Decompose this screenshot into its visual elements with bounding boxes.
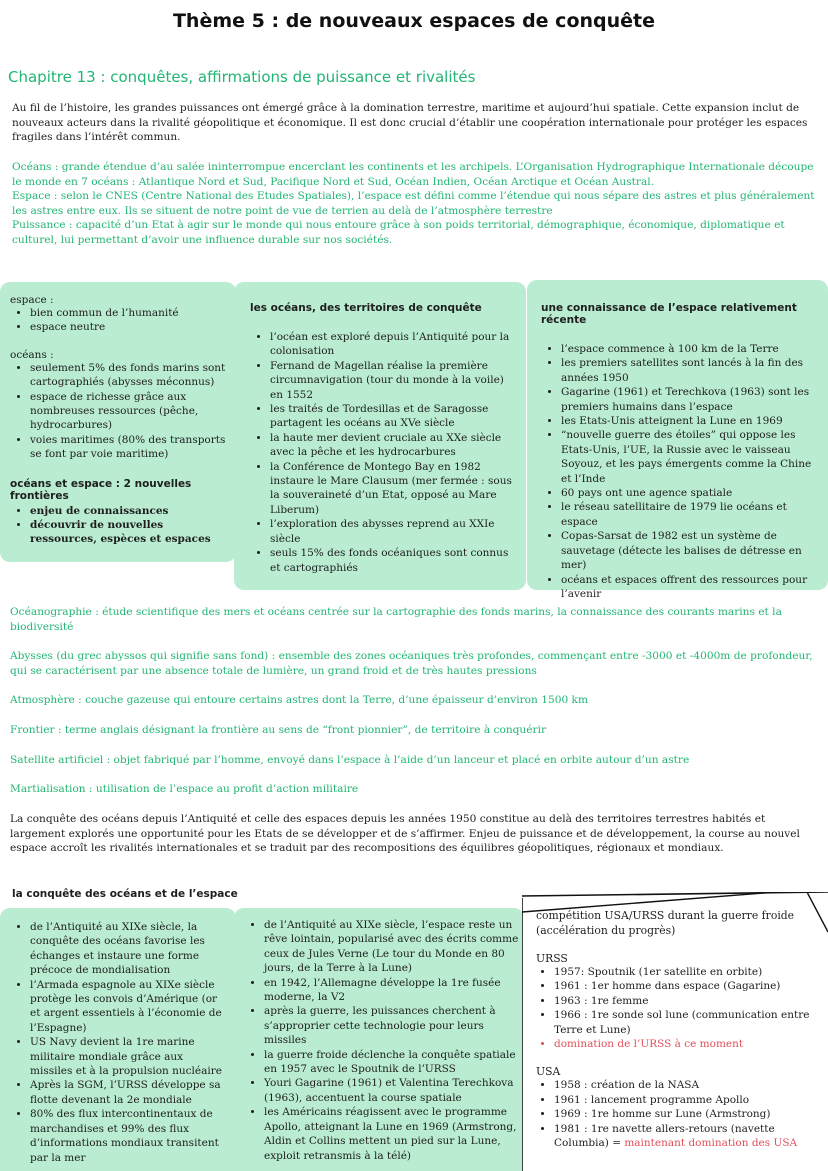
- definition-satellite: Satellite artificiel : objet fabriqué par l’homme, envoyé dans l’espace à l’aide d’un lanceur et placé en orbite autour d’un astre: [10, 753, 690, 766]
- espace-connaissance-heading: une connaissance de l’espace relativement récente: [541, 302, 797, 326]
- list-item: • 1958 : création de la NASA: [554, 1078, 820, 1092]
- list-item: • en 1942, l’Allemagne développe la 1re fusée moderne, la V2: [264, 976, 520, 1005]
- list-item: • 1961 : lancement programme Apollo: [554, 1093, 820, 1107]
- definitions-mid: [10, 605, 818, 797]
- list-item: • 1966 : 1re sonde sol lune (communication entre Terre et Lune): [554, 1008, 820, 1037]
- oceans-conquete-heading: les océans, des territoires de conquête: [250, 302, 482, 314]
- list-item: • les Américains réagissent avec le programme Apollo, atteignant la Lune en 1969 (Armstrong, Aldin et Collins mettent un pied sur la Lune, exploit retransmis à la télé): [264, 1105, 520, 1163]
- list-item: • l’exploration des abysses reprend au XXIe siècle: [270, 517, 514, 546]
- list-item: • Fernand de Magellan réalise la première circumnavigation (tour du monde à la voile) en 1552: [270, 359, 514, 402]
- urss-list: [536, 965, 820, 1051]
- list-item: • Après la SGM, l’URSS développe sa flotte devenant la 2e mondiale: [30, 1078, 228, 1107]
- list-item: • de l’Antiquité au XIXe siècle, l’espace reste un rêve lointain, popularisé avec des écrits comme ceux de Jules Verne (Le tour du Monde en 80 jours, de la Terre à la Lune): [264, 918, 520, 976]
- list-item: [554, 1122, 820, 1151]
- usa-domination: maintenant domination des USA: [624, 1137, 798, 1150]
- column-conquete-oceans: [0, 908, 236, 1171]
- column-espace-connaissance: [527, 280, 828, 600]
- section-heading: la conquête des océans et de l’espace: [12, 888, 238, 900]
- list-item: • bien commun de l’humanité: [30, 306, 226, 320]
- list-item: • après la guerre, les puissances cherchent à s’approprier cette technologie pour leurs missiles: [264, 1004, 520, 1047]
- oceans-conquete-list: [250, 330, 514, 575]
- list-item: • le réseau satellitaire de 1979 lie océans et espace: [561, 500, 820, 529]
- list-item: • Copas-Sarsat de 1982 est un système de sauvetage (détecte les balises de détresse en mer): [561, 529, 820, 572]
- list-item: • enjeu de connaissances: [30, 504, 226, 518]
- list-item: • seuls 15% des fonds océaniques sont connus et cartographiés: [270, 546, 514, 575]
- definition-oceans: Océans : grande étendue d’au salée ininterrompue encerclant les continents et les archipels. L’Organisation Hydrographique Internationale découpe le monde en 7 océans : Atlantique Nord et Sud, Pacifique Nord et Sud, Océan Indien, Océan Arctique et Océan Austral.: [12, 161, 814, 188]
- list-item: • l’océan est exploré depuis l’Antiquité pour la colonisation: [270, 330, 514, 359]
- list-item: • Youri Gagarine (1961) et Valentina Terechkova (1963), accentuent la course spatiale: [264, 1076, 520, 1105]
- definition-atmosphere: Atmosphère : couche gazeuse qui entoure certains astres dont la Terre, d’une épaisseur d’environ 1500 km: [10, 694, 589, 707]
- usa-heading: USA: [536, 1065, 561, 1079]
- definition-oceanographie: Océanographie : étude scientifique des mers et océans centrée sur la cartographie des fonds marins, la connaissance des courants marins et la biodiversité: [10, 606, 782, 633]
- list-item: • 80% des flux intercontinentaux de marchandises et 99% des flux d’informations mondiaux transitent par la mer: [30, 1107, 228, 1165]
- definition-martialisation: Martialisation : utilisation de l’espace au profit d’action militaire: [10, 783, 359, 796]
- definition-espace: Espace : selon le CNES (Centre National des Etudes Spatiales), l’espace est défini comme l’étendue qui nous sépare des astres et plus généralement les astres entre eux. Ils se situent de notre point de vue de terrien au delà de l’atmosphère terrestre: [12, 190, 815, 217]
- list-item: • découvrir de nouvelles ressources, espèces et espaces: [30, 518, 226, 547]
- list-item: • l’Armada espagnole au XIXe siècle protège les convois d’Amérique (or et argent essentiels à l’économie de l’Espagne): [30, 978, 228, 1036]
- list-item: • les premiers satellites sont lancés à la fin des années 1950: [561, 356, 820, 385]
- conquete-espace-list: [244, 918, 520, 1163]
- list-item: • 1961 : 1er homme dans espace (Gagarine): [554, 979, 820, 993]
- definition-puissance: Puissance : capacité d’un Etat à agir sur le monde qui nous entoure grâce à son poids territorial, démographique, économique, diplomatique et culturel, lui permettant d’avoir une influence durable sur nos sociétés.: [12, 219, 785, 246]
- list-item: • les Etats-Unis atteignent la Lune en 1969: [561, 414, 820, 428]
- list-item: • la Conférence de Montego Bay en 1982 instaure le Mare Clausum (mer fermée : sous la souveraineté d’un Etat, opposé au Mare Liberum): [270, 460, 514, 518]
- definitions-top: [12, 160, 818, 248]
- conquete-oceans-list: [10, 920, 228, 1165]
- list-item: • l’espace commence à 100 km de la Terre: [561, 342, 820, 356]
- page-title: Thème 5 : de nouveaux espaces de conquête: [172, 10, 656, 32]
- list-item: • la guerre froide déclenche la conquête spatiale en 1957 avec le Spoutnik de l’URSS: [264, 1048, 520, 1077]
- list-item: • 60 pays ont une agence spatiale: [561, 486, 820, 500]
- summary-paragraph: La conquête des océans depuis l’Antiquité et celle des espaces depuis les années 1950 constitue au delà des territoires terrestres habités et largement explorés une opportunité pour les Etats de se développer et de s’affirmer. Enjeu de puissance et de développement, la course au nouvel espace accroît les rivalités internationales et se traduit par des recompositions des équilibres géopolitiques, régionaux et mondiaux.: [10, 813, 800, 855]
- espace-connaissance-list: [541, 342, 820, 601]
- list-item: • les traités de Tordesillas et de Saragosse partagent les océans au XVe siècle: [270, 402, 514, 431]
- box-heading: compétition USA/URSS durant la guerre froide (accélération du progrès): [536, 909, 795, 937]
- list-item: • espace neutre: [30, 320, 226, 334]
- usa-list: [536, 1078, 820, 1150]
- column-oceans-conquete: [234, 282, 526, 590]
- list-item: • “nouvelle guerre des étoiles” qui oppose les Etats-Unis, l’UE, la Russie avec le vaisseau Soyouz, et les pays émergents comme la Chine et l’Inde: [561, 428, 820, 486]
- list-item: • 1963 : 1re femme: [554, 994, 820, 1008]
- column-espace-oceans: [0, 282, 236, 562]
- list-item: • US Navy devient la 1re marine militaire mondiale grâce aux missiles et à la propulsion nucléaire: [30, 1035, 228, 1078]
- usa-last-text: 1981 : 1re navette allers-retours (navette Columbia) =: [554, 1122, 775, 1150]
- list-item: • océans et espaces offrent des ressources pour l’avenir: [561, 573, 820, 602]
- intro-paragraph: Au fil de l’histoire, les grandes puissances ont émergé grâce à la domination terrestre, maritime et aujourd’hui spatiale. Cette expansion inclut de nouveaux acteurs dans la rivalité géopolitique et économique. Il est donc crucial d’établir une coopération internationale pour protéger les espaces fragiles dans l’intérêt commun.: [12, 102, 808, 144]
- list-item: • voies maritimes (80% des transports se font par voie maritime): [30, 433, 226, 462]
- oceans-list: [10, 361, 226, 462]
- list-item: • 1969 : 1re homme sur Lune (Armstrong): [554, 1107, 820, 1121]
- espace-list: [10, 306, 226, 335]
- oceans-heading: océans :: [10, 348, 54, 361]
- list-item: • Gagarine (1961) et Terechkova (1963) sont les premiers humains dans l’espace: [561, 385, 820, 414]
- list-item: • seulement 5% des fonds marins sont cartographiés (abysses méconnus): [30, 361, 226, 390]
- list-item: • de l’Antiquité au XIXe siècle, la conquête des océans favorise les échanges et instaure une forme précoce de mondialisation: [30, 920, 228, 978]
- urss-heading: URSS: [536, 952, 568, 965]
- list-item: • la haute mer devient cruciale au XXe siècle avec la pêche et les hydrocarbures: [270, 431, 514, 460]
- frontieres-heading: océans et espace : 2 nouvelles frontières: [10, 477, 192, 502]
- espace-heading: espace :: [10, 294, 54, 306]
- list-item: • espace de richesse grâce aux nombreuses ressources (pêche, hydrocarbures): [30, 390, 226, 433]
- list-item: • 1957: Spoutnik (1er satellite en orbite): [554, 965, 820, 979]
- column-conquete-espace: [234, 908, 524, 1171]
- frontieres-list: [10, 504, 226, 547]
- urss-domination: • domination de l’URSS à ce moment: [554, 1037, 820, 1051]
- chapter-title: Chapitre 13 : conquêtes, affirmations de puissance et rivalités: [8, 68, 476, 86]
- definition-frontier: Frontier : terme anglais désignant la frontière au sens de “front pionnier”, de territoire à conquérir: [10, 723, 547, 736]
- definition-abysses: Abysses (du grec abyssos qui signifie sans fond) : ensemble des zones océaniques très profondes, commençant entre -3000 et -4000m de profondeur, qui se caractérisent par une absence totale de lumière, un grand froid et de très hautes pressions: [10, 650, 813, 677]
- competition-box: [522, 892, 828, 1171]
